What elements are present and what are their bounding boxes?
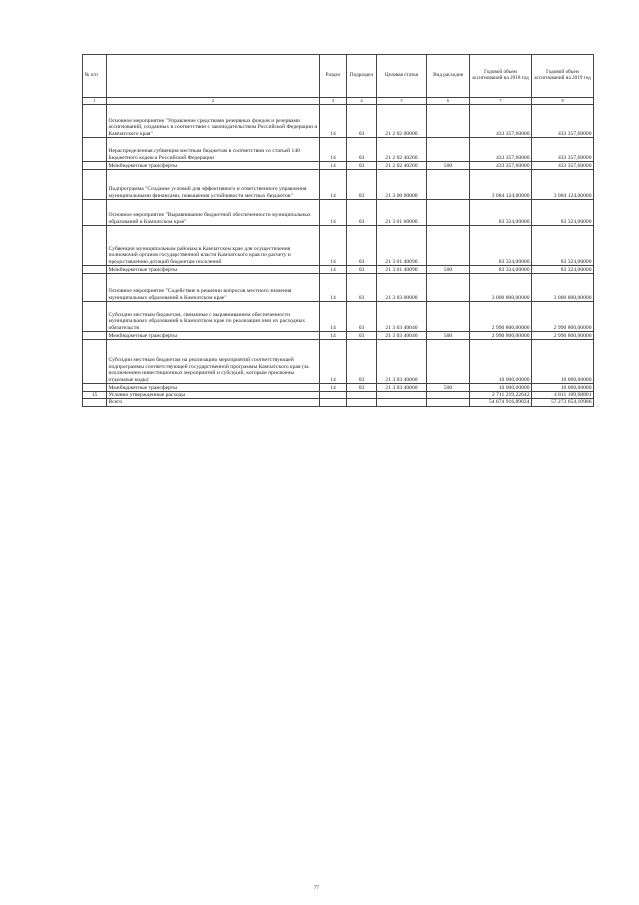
row-amount-2019: 83 324,00000 [532, 266, 594, 274]
row-subsection: 03 [347, 266, 377, 274]
col-number: 5 [377, 98, 427, 105]
header-article: Целевая статья [377, 55, 427, 98]
row-expense-type [427, 138, 470, 162]
row-amount-2018: 10 000,00000 [470, 340, 532, 384]
row-expense-type [427, 392, 470, 399]
row-section: 14 [320, 340, 347, 384]
row-expense-type [427, 302, 470, 332]
row-amount-2018: 10 000,00000 [470, 384, 532, 392]
row-number [83, 399, 107, 406]
row-article: 21 3 01 00000 [377, 200, 427, 226]
table-row [83, 384, 594, 392]
row-section: 14 [320, 105, 347, 138]
row-number: 15 [83, 392, 107, 399]
row-subsection: 03 [347, 138, 377, 162]
row-subsection [347, 392, 377, 399]
header-2018: Годовой объем ассигнований на 2018 год [470, 55, 532, 98]
row-amount-2019: 57 273 654,10986 [532, 399, 594, 406]
row-section [320, 399, 347, 406]
row-section: 14 [320, 266, 347, 274]
row-subsection: 03 [347, 332, 377, 340]
row-subsection: 03 [347, 105, 377, 138]
row-number [83, 226, 107, 266]
row-expense-type [427, 105, 470, 138]
page-number: 77 [314, 886, 319, 891]
row-number [83, 170, 107, 200]
row-number [83, 162, 107, 170]
row-amount-2019: 2 990 800,00000 [532, 332, 594, 340]
row-section: 14 [320, 170, 347, 200]
budget-table [82, 54, 594, 407]
row-amount-2018: 2 990 800,00000 [470, 302, 532, 332]
row-name: Всего [107, 399, 320, 406]
row-section: 14 [320, 200, 347, 226]
row-amount-2018: 83 324,00000 [470, 266, 532, 274]
row-article: 21 3 03 40060 [377, 384, 427, 392]
row-subsection [347, 399, 377, 406]
row-amount-2019: 83 324,00000 [532, 200, 594, 226]
row-name: Субвенции муниципальным районам в Камчатском крае для осуществления полномочий органов государственной власти Камчатского края по расчету и предоставлению дотаций бюджетам поселений [107, 226, 320, 266]
header-name [107, 55, 320, 98]
row-amount-2019: 433 357,60000 [532, 138, 594, 162]
row-name: Межбюджетные трансферты [107, 266, 320, 274]
table-row [83, 302, 594, 332]
row-number [83, 302, 107, 332]
header-subsection: Подраздел [347, 55, 377, 98]
row-number [83, 138, 107, 162]
row-article: 21 2 02 40260 [377, 138, 427, 162]
row-section [320, 392, 347, 399]
row-article: 21 2 02 40260 [377, 162, 427, 170]
row-amount-2018: 3 084 124,00000 [470, 170, 532, 200]
row-expense-type: 500 [427, 162, 470, 170]
table-row [83, 399, 594, 406]
col-number: 1 [83, 98, 107, 105]
mark-dot: · [597, 404, 599, 410]
header-2019: Годовой объем ассигнований на 2019 год [532, 55, 594, 98]
header-section: Раздел [320, 55, 347, 98]
row-article [377, 392, 427, 399]
row-article [377, 399, 427, 406]
row-name: Основное мероприятие "Управление средствами резервных фондов и резервами ассигнований, созданных в соответствии с законодательством Российской Федерации и Камчатского края" [107, 105, 320, 138]
row-article: 21 3 03 40040 [377, 302, 427, 332]
row-subsection: 03 [347, 162, 377, 170]
col-number: 3 [320, 98, 347, 105]
row-article: 21 3 03 00000 [377, 274, 427, 302]
row-number [83, 200, 107, 226]
row-amount-2019: 4 811 109,68801 [532, 392, 594, 399]
table-row [83, 138, 594, 162]
table-row [83, 162, 594, 170]
row-name: Основное мероприятие "Выравнивание бюджетной обеспеченности муниципальных образований в Камчатском крае" [107, 200, 320, 226]
row-expense-type [427, 340, 470, 384]
row-name: Субсидии местным бюджетам на реализацию мероприятий соответствующей подпрограммы соответствующей государственной программы Камчатского края (за исключением инвестиционных мероприятий и субсидий, которым присвоены отдельные коды) [107, 340, 320, 384]
row-expense-type [427, 399, 470, 406]
row-subsection: 03 [347, 274, 377, 302]
row-article: 21 3 03 40060 [377, 340, 427, 384]
row-expense-type [427, 274, 470, 302]
col-number: 2 [107, 98, 320, 105]
row-amount-2018: 433 357,60000 [470, 105, 532, 138]
row-section: 14 [320, 226, 347, 266]
row-article: 21 3 01 40090 [377, 266, 427, 274]
row-amount-2018: 433 357,60000 [470, 138, 532, 162]
row-article: 21 3 03 40040 [377, 332, 427, 340]
table-row [83, 266, 594, 274]
row-number [83, 384, 107, 392]
row-name: Нераспределенная субвенция местным бюджетам в соответствии со статьей 140 Бюджетного кодекса Российской Федерации [107, 138, 320, 162]
row-article: 21 3 01 40090 [377, 226, 427, 266]
row-section: 14 [320, 332, 347, 340]
table-row [83, 392, 594, 399]
row-section: 14 [320, 384, 347, 392]
row-expense-type: 500 [427, 332, 470, 340]
col-number: 6 [427, 98, 470, 105]
col-number: 8 [532, 98, 594, 105]
row-article: 21 2 02 00000 [377, 105, 427, 138]
row-name: Межбюджетные трансферты [107, 162, 320, 170]
column-number-row [83, 98, 594, 105]
row-amount-2018: 83 324,00000 [470, 226, 532, 266]
row-expense-type [427, 226, 470, 266]
table-row [83, 170, 594, 200]
table-row [83, 274, 594, 302]
row-amount-2018: 83 324,00000 [470, 200, 532, 226]
row-subsection: 03 [347, 200, 377, 226]
table-row [83, 200, 594, 226]
row-expense-type: 500 [427, 384, 470, 392]
row-amount-2018: 2 990 800,00000 [470, 332, 532, 340]
row-subsection: 03 [347, 226, 377, 266]
row-expense-type: 500 [427, 266, 470, 274]
table-header-row [83, 55, 594, 98]
row-amount-2018: 2 711 219,22642 [470, 392, 532, 399]
header-expense-type: Вид расходов [427, 55, 470, 98]
row-subsection: 03 [347, 340, 377, 384]
row-section: 14 [320, 162, 347, 170]
row-number [83, 266, 107, 274]
row-amount-2019: 10 000,00000 [532, 340, 594, 384]
row-amount-2019: 10 000,00000 [532, 384, 594, 392]
row-name: Основное мероприятие "Содействие в решении вопросов местного значения муниципальных образований в Камчатском крае" [107, 274, 320, 302]
table-row [83, 105, 594, 138]
row-subsection: 03 [347, 302, 377, 332]
row-name: Субсидии местным бюджетам, связанные с выравниванием обеспеченности муниципальных образований в Камчатском крае по реализации ими их расходных обязательств [107, 302, 320, 332]
table-row [83, 332, 594, 340]
row-amount-2019: 3 000 800,00000 [532, 274, 594, 302]
table-row [83, 226, 594, 266]
table-row [83, 340, 594, 384]
row-amount-2018: 433 357,60000 [470, 162, 532, 170]
row-subsection: 03 [347, 384, 377, 392]
row-expense-type [427, 170, 470, 200]
row-number [83, 340, 107, 384]
row-subsection: 03 [347, 170, 377, 200]
row-amount-2019: 433 357,60000 [532, 105, 594, 138]
row-name: Межбюджетные трансферты [107, 332, 320, 340]
row-expense-type [427, 200, 470, 226]
row-number [83, 332, 107, 340]
row-section: 14 [320, 138, 347, 162]
row-amount-2019: 3 084 124,00000 [532, 170, 594, 200]
col-number: 7 [470, 98, 532, 105]
row-amount-2018: 3 000 800,00000 [470, 274, 532, 302]
row-amount-2018: 54 674 916,89024 [470, 399, 532, 406]
row-number [83, 105, 107, 138]
row-section: 14 [320, 274, 347, 302]
row-amount-2019: 83 324,00000 [532, 226, 594, 266]
row-amount-2019: 433 357,60000 [532, 162, 594, 170]
row-number [83, 274, 107, 302]
row-amount-2019: 2 990 800,00000 [532, 302, 594, 332]
row-name: Межбюджетные трансферты [107, 384, 320, 392]
row-name: Подпрограмма "Создание условий для эффективного и ответственного управления муниципальными финансами, повышения устойчивости местных бюджетов" [107, 170, 320, 200]
col-number: 4 [347, 98, 377, 105]
header-num: № п/п [83, 55, 107, 98]
row-article: 21 3 00 00000 [377, 170, 427, 200]
row-section: 14 [320, 302, 347, 332]
row-name: Условно утвержденные расходы [107, 392, 320, 399]
